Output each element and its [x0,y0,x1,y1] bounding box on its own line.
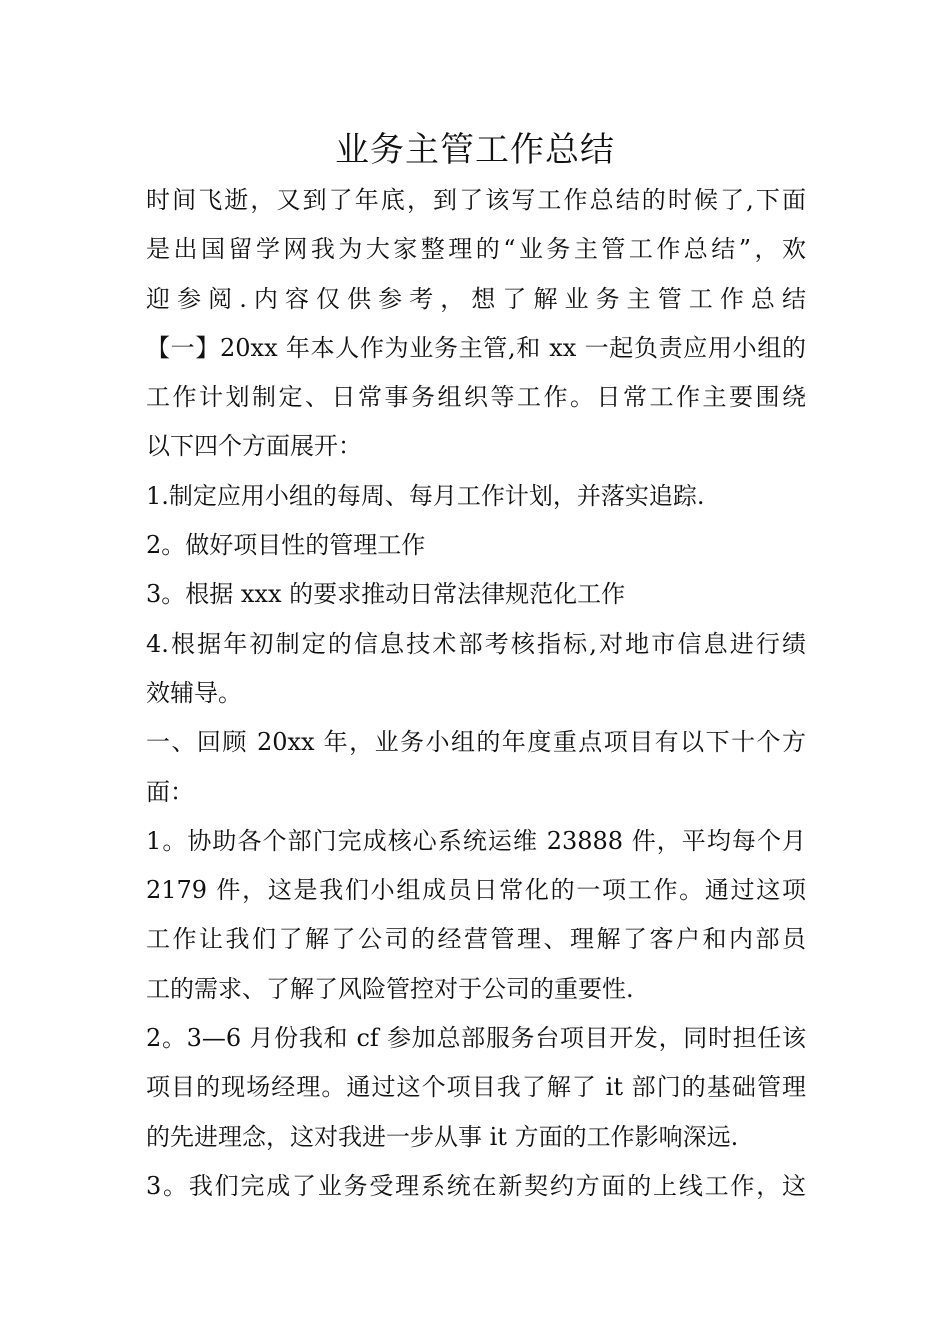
list-item: 1.制定应用小组的每周、每月工作计划，并落实追踪. [146,481,705,510]
list-item: 1。协助各个部门完成核心系统运维 23888 件，平均每个月 [146,826,806,855]
paragraph-line: 【一】20xx 年本人作为业务主管,和 xx 一起负责应用小组的 [146,333,806,362]
section-heading: 面： [146,777,194,806]
paragraph-line: 时间飞逝，又到了年底，到了该写工作总结的时候了,下面 [146,186,806,214]
list-item: 工的需求、了解了风险管控对于公司的重要性. [146,974,634,1003]
list-item: 的先进理念，这对我进一步从事 it 方面的工作影响深远. [146,1122,739,1151]
list-item: 3。根据 xxx 的要求推动日常法律规范化工作 [146,580,626,609]
list-item: 2179 件，这是我们小组成员日常化的一项工作。通过这项 [146,876,806,905]
paragraph-line: 工作计划制定、日常事务组织等工作。日常工作主要围绕 [146,383,806,412]
list-item: 工作让我们了解了公司的经营管理、理解了客户和内部员 [146,925,806,954]
paragraph-line: 迎参阅.内容仅供参考，想了解业务主管工作总结 [146,284,806,313]
document-body [146,176,806,1211]
paragraph-line: 是出国留学网我为大家整理的“业务主管工作总结”，欢 [146,235,806,264]
list-item: 3。我们完成了业务受理系统在新契约方面的上线工作，这 [146,1171,806,1200]
list-item: 2。3—6 月份我和 cf 参加总部服务台项目开发，同时担任该 [146,1024,806,1053]
list-item: 效辅导。 [146,678,242,707]
list-item: 2。做好项目性的管理工作 [146,531,426,560]
section-heading: 一、回顾 20xx 年，业务小组的年度重点项目有以下十个方 [146,728,806,757]
list-item: 4.根据年初制定的信息技术部考核指标,对地市信息进行绩 [146,629,806,658]
paragraph-line: 以下四个方面展开： [146,432,362,461]
document-title: 业务主管工作总结 [335,130,615,170]
list-item: 项目的现场经理。通过这个项目我了解了 it 部门的基础管理 [146,1073,806,1102]
